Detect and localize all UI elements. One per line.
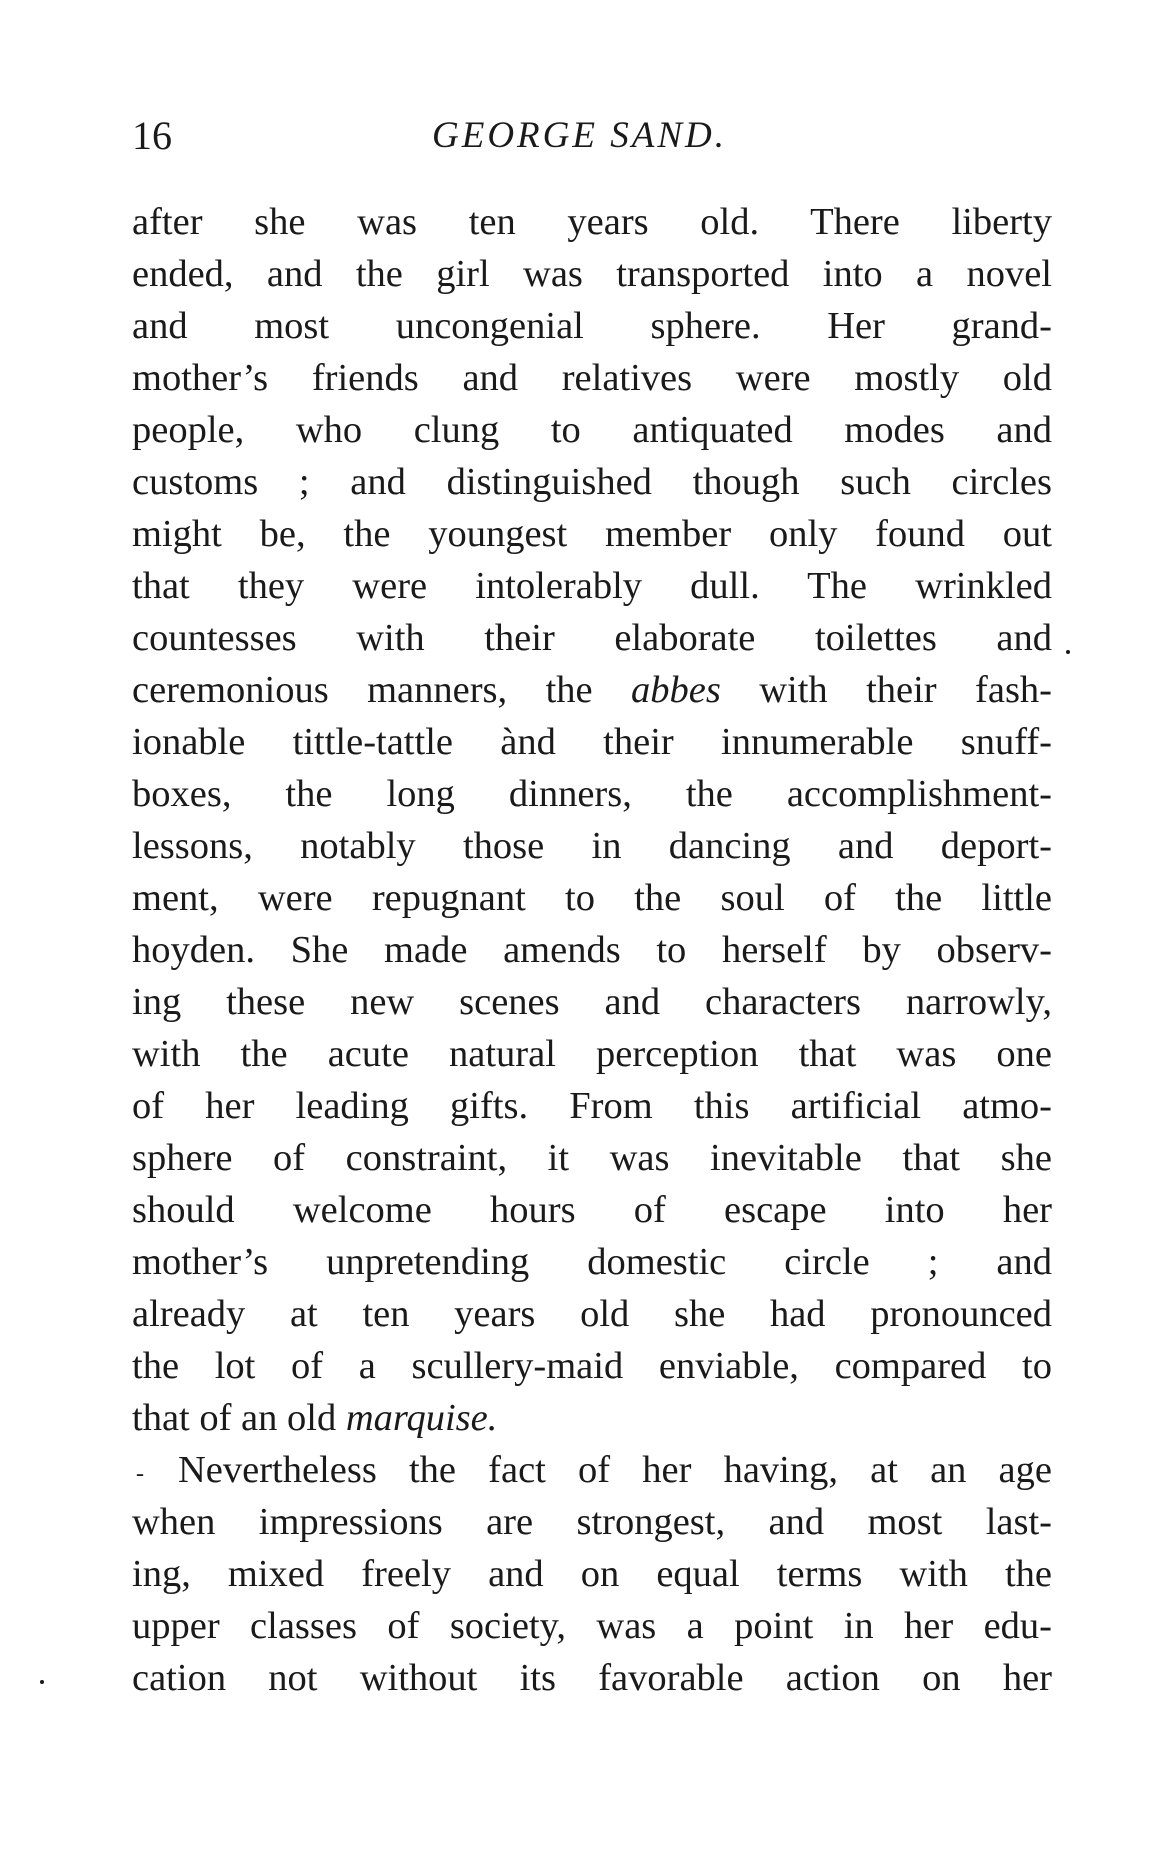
text-segment: that of an old (132, 1397, 346, 1439)
text-line: cation not without its favorable action on her (132, 1657, 1052, 1699)
italic-word: marquise. (345, 1397, 498, 1439)
text-line: people, who clung to antiquated modes and (132, 409, 1052, 451)
text-line (132, 1392, 1052, 1444)
text-line: ment, were repugnant to the soul of the little (132, 877, 1052, 919)
text-line: after she was ten years old. There liberty (132, 201, 1052, 243)
text-line: with the acute natural perception that was one (132, 1033, 1052, 1075)
text-line: should welcome hours of escape into her (132, 1189, 1052, 1231)
text-line: ionable tittle-tattle ànd their innumerable snuff- (132, 721, 1052, 763)
text-line: might be, the youngest member only found out (132, 513, 1052, 555)
text-line: Nevertheless the fact of her having, at an age (178, 1449, 1052, 1491)
text-line: that they were intolerably dull. The wrinkled (132, 565, 1052, 607)
text-line: and most uncongenial sphere. Her grand- (132, 305, 1052, 347)
text-line (132, 664, 1052, 716)
text-segment: ceremonious manners, the (132, 669, 631, 711)
text-line: countesses with their elaborate toilettes and (132, 617, 1052, 659)
text-line: when impressions are strongest, and most last- (132, 1501, 1052, 1543)
text-segment: with their fash- (720, 669, 1052, 711)
text-line: lessons, notably those in dancing and deport- (132, 825, 1052, 867)
margin-speck (40, 1680, 44, 1684)
body-text (132, 196, 1052, 1704)
text-line: hoyden. She made amends to herself by observ- (132, 929, 1052, 971)
print-speck (1066, 650, 1070, 654)
text-line: sphere of constraint, it was inevitable that she (132, 1137, 1052, 1179)
running-title: GEORGE SAND. (432, 115, 727, 156)
page-header (132, 108, 1052, 164)
text-line: ing these new scenes and characters narrowly, (132, 981, 1052, 1023)
italic-word: abbes (631, 669, 721, 711)
text-line: upper classes of society, was a point in her edu- (132, 1605, 1052, 1647)
paragraph-mark: - (136, 1461, 144, 1487)
text-line: ing, mixed freely and on equal terms with the (132, 1553, 1052, 1595)
page-number: 16 (132, 113, 172, 158)
text-line: already at ten years old she had pronounced (132, 1293, 1052, 1335)
text-line: mother’s unpretending domestic circle ; and (132, 1241, 1052, 1283)
text-line: boxes, the long dinners, the accomplishment- (132, 773, 1052, 815)
text-line: ended, and the girl was transported into a novel (132, 253, 1052, 295)
text-line: customs ; and distinguished though such circles (132, 461, 1052, 503)
text-line: mother’s friends and relatives were mostly old (132, 357, 1052, 399)
text-line: of her leading gifts. From this artificial atmo- (132, 1085, 1052, 1127)
text-line: the lot of a scullery-maid enviable, compared to (132, 1345, 1052, 1387)
